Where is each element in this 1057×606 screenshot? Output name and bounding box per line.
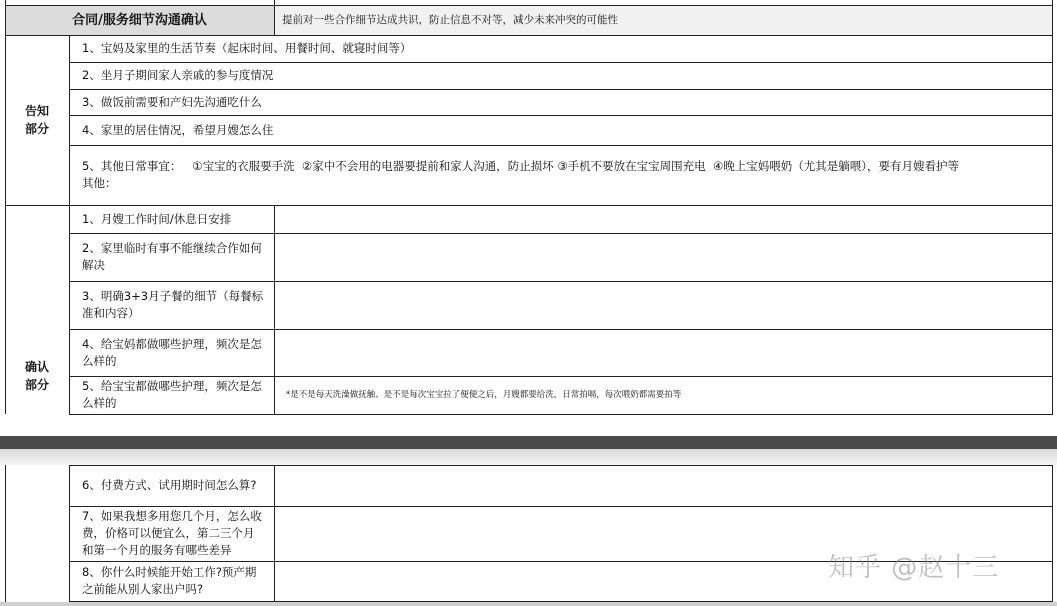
notice-item-5-line1: 5、其他日常事宜： ①宝宝的衣服要手洗 ②家中不会用的电器要提前和家人沟通，防止损坏 ③手机不要放在宝宝周围充电 ④晚上宝妈喂奶（尤其是躺喂），要有月嫂看护等 [82, 159, 960, 173]
confirm-question-4-line2: 么样的 [82, 353, 117, 368]
page-separator [0, 436, 1057, 449]
confirm-question-4 [76, 329, 274, 376]
confirm-label-line1: 确认 [24, 360, 49, 374]
confirm-item-5-note: *是不是每天洗澡做抚触、是不是每次宝宝拉了便便之后，月嫂都要给洗，日常拍嗝，每次喂奶都需要拍等 [286, 389, 682, 400]
confirm-question-3-line2: 准和内容） [82, 306, 140, 320]
notice-section-label [5, 100, 69, 140]
confirm-question-7-line1: 7、如果我想多用您几个月，怎么收 [82, 509, 262, 523]
confirm-question-3 [76, 281, 274, 329]
confirm-label-line2: 部分 [24, 378, 49, 392]
watermark: 知乎 @赵十三 [828, 553, 1000, 583]
confirm-question-5-line2: 么样的 [82, 396, 117, 410]
confirm-question-4-line1: 4、给宝妈都做哪些护理，频次是怎 [82, 336, 262, 351]
confirm-question-7-line3: 和第一个月的服务有哪些差异 [82, 543, 232, 557]
confirm-question-2-line2: 解决 [82, 258, 105, 272]
notice-label-line1: 告知 [24, 104, 49, 118]
notice-item-3: 3、做饭前需要和产妇先沟通吃什么 [82, 94, 262, 109]
notice-item-4: 4、家里的居住情况，希望月嫂怎么住 [82, 122, 274, 137]
confirm-question-8-line2: 之前能从别人家出户吗? [82, 582, 204, 596]
confirm-question-7-line2: 费，价格可以便宜么，第二三个月 [82, 526, 255, 540]
confirm-question-1-line1: 1、月嫂工作时间/休息日安排 [82, 211, 232, 226]
confirm-question-8-line1: 8、你什么时候能开始工作?预产期 [82, 565, 257, 579]
page-separator-shadow [0, 449, 1057, 465]
confirm-section-label [5, 356, 69, 396]
confirm-question-1 [76, 205, 274, 233]
confirm-question-2-line1: 2、家里临时有事不能继续合作如何 [82, 241, 262, 255]
confirm-question-8 [76, 561, 274, 601]
confirm-question-6 [76, 465, 274, 506]
confirm-question-5 [76, 376, 274, 414]
document-page-2 [0, 465, 1057, 606]
header-description: 提前对一些合作细节达成共识，防止信息不对等，减少未来冲突的可能性 [282, 13, 618, 26]
notice-item-2: 2、坐月子期间家人亲戚的参与度情况 [82, 68, 274, 82]
notice-item-1: 1、宝妈及家里的生活节奏（起床时间、用餐时间、就寝时间等） [82, 41, 412, 55]
notice-label-line2: 部分 [24, 122, 49, 136]
header-title: 合同/服务细节沟通确认 [72, 12, 207, 28]
confirm-question-2 [76, 233, 274, 281]
confirm-question-3-line1: 3、明确3+3月子餐的细节（每餐标 [82, 289, 264, 303]
confirm-question-7 [76, 506, 274, 561]
confirm-question-5-line1: 5、给宝宝都做哪些护理，频次是怎 [82, 379, 262, 393]
notice-item-5 [76, 145, 1046, 205]
notice-item-5-line2: 其他： [82, 176, 117, 190]
confirm-question-6-line1: 6、付费方式、试用期时间怎么算? [82, 478, 257, 492]
page-2-bottom-strip [0, 602, 1057, 606]
